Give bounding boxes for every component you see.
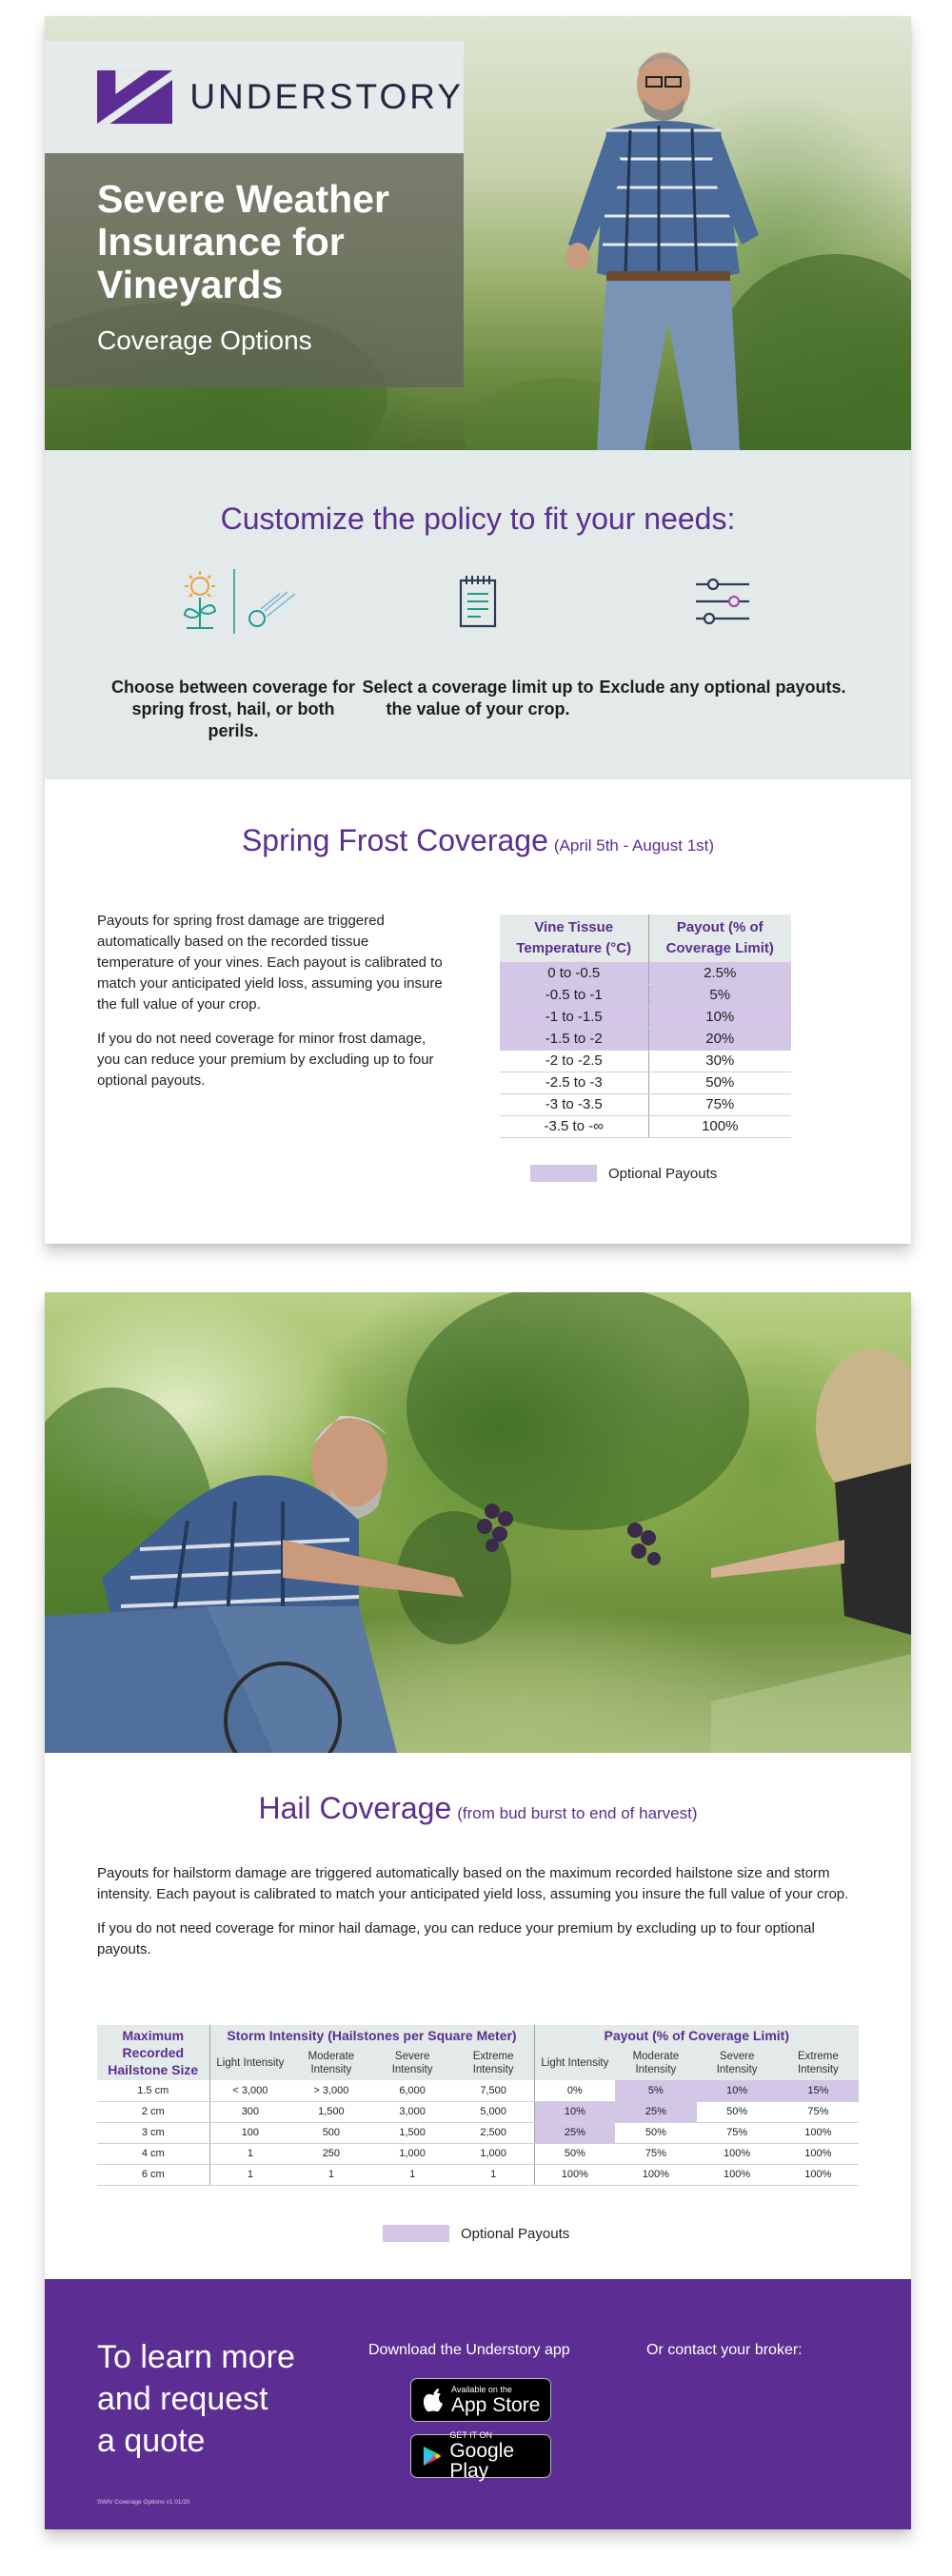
legend-swatch (383, 2225, 449, 2242)
frost-row (500, 1028, 791, 1050)
hail-storm-cell: > 3,000 (290, 2080, 371, 2101)
frost-row (500, 1115, 791, 1137)
frost-paragraph: Payouts for spring frost damage are triggered automatically based on the recorded tissue temperature of your vines. Each payout is calibrated to match your anticipated yield loss, assuming you insure the full value of your crop. (97, 913, 443, 1013)
frost-payout-cell: 30% (648, 1050, 791, 1072)
sliders-icon (692, 575, 753, 628)
frost-paragraph: If you do not need coverage for minor frost damage, you can reduce your premium by excluding up to four optional payouts. (97, 1031, 434, 1089)
feature-exclude-text: Exclude any optional payouts. (599, 678, 846, 697)
google-play-icon (423, 2445, 442, 2468)
hail-payout-cell: 75% (615, 2143, 696, 2164)
title-box (45, 153, 464, 387)
frost-temp-cell: -2 to -2.5 (500, 1050, 648, 1072)
hail-size-cell: 3 cm (97, 2122, 209, 2143)
hail-paragraph: If you do not need coverage for minor hail damage, you can reduce your premium by excluding up to four optional payouts. (97, 1920, 815, 1957)
hail-payout-cell: 50% (615, 2122, 696, 2143)
customize-heading: Customize the policy to fit your needs: (220, 501, 736, 536)
hail-storm-cell: 1 (290, 2164, 371, 2185)
frost-payout-cell: 5% (648, 984, 791, 1006)
apple-icon (423, 2388, 444, 2412)
cta-line: and request (97, 2381, 268, 2417)
hail-size-cell: 2 cm (97, 2101, 209, 2122)
hail-header-size: Maximum Recorded Hailstone Size (97, 2025, 209, 2080)
hail-size-cell: 4 cm (97, 2143, 209, 2164)
hail-legend (383, 2225, 569, 2242)
frost-payout-cell: 75% (648, 1093, 791, 1115)
hail-storm-cell: 100 (209, 2122, 290, 2143)
feature-limit-text: Select a coverage limit up to the value of your crop. (362, 678, 594, 718)
hail-storm-cell: 1,500 (372, 2122, 453, 2143)
cta-line: To learn more (97, 2339, 295, 2375)
hail-storm-cell: 6,000 (372, 2080, 453, 2101)
hail-storm-cell: 5,000 (453, 2101, 534, 2122)
frost-temp-cell: -3.5 to -∞ (500, 1115, 648, 1137)
hail-storm-cell: 250 (290, 2143, 371, 2164)
hail-payout-cell: 0% (534, 2080, 615, 2101)
hail-row (97, 2164, 859, 2185)
hail-payout-cell: 75% (778, 2101, 859, 2122)
feature-perils (109, 562, 357, 742)
hail-storm-cell: 1 (209, 2164, 290, 2185)
hail-period: (from bud burst to end of harvest) (457, 1804, 698, 1822)
frost-temp-cell: -1 to -1.5 (500, 1006, 648, 1028)
legend-label: Optional Payouts (608, 1165, 718, 1182)
hail-size-cell: 6 cm (97, 2164, 209, 2185)
frost-description (97, 911, 449, 1091)
frost-temp-cell: -3 to -3.5 (500, 1093, 648, 1115)
hail-payout-cell: 75% (697, 2122, 778, 2143)
frost-title: Spring Frost Coverage (241, 823, 548, 857)
cta-line: a quote (97, 2423, 206, 2459)
intensity-header: Extreme Intensity (778, 2047, 859, 2080)
download-label: Download the Understory app (368, 2342, 570, 2358)
flower-hail-icon (162, 565, 305, 638)
google-play-label: Google Play (449, 2440, 515, 2482)
hail-storm-cell: 1 (453, 2164, 534, 2185)
legend-swatch (530, 1165, 597, 1182)
hero-photo-harvest (45, 1292, 911, 1753)
feature-exclude (599, 562, 846, 698)
broker-label: Or contact your broker: (646, 2342, 803, 2358)
frost-payout-table (500, 914, 791, 1138)
hail-payout-cell: 100% (697, 2143, 778, 2164)
hail-row (97, 2080, 859, 2101)
frost-temp-cell: -0.5 to -1 (500, 984, 648, 1006)
intensity-header: Severe Intensity (372, 2047, 453, 2080)
hail-payout-table (97, 2025, 859, 2186)
hail-payout-cell: 100% (615, 2164, 696, 2185)
page-subtitle: Coverage Options (97, 325, 312, 355)
hail-payout-cell: 10% (534, 2101, 615, 2122)
hail-storm-cell: 500 (290, 2122, 371, 2143)
frost-header-payout: Payout (% of Coverage Limit) (648, 914, 791, 962)
feature-limit (354, 562, 602, 720)
hail-storm-cell: 300 (209, 2101, 290, 2122)
intensity-header: Extreme Intensity (453, 2047, 534, 2080)
feature-perils-text: Choose between coverage for spring frost, hail, or both perils. (110, 678, 356, 740)
hail-payout-cell: 15% (778, 2080, 859, 2101)
google-play-button[interactable] (410, 2430, 551, 2482)
intensity-header: Light Intensity (209, 2047, 290, 2080)
hail-payout-cell: 25% (615, 2101, 696, 2122)
frost-temp-cell: 0 to -0.5 (500, 962, 648, 984)
intensity-header: Moderate Intensity (290, 2047, 371, 2080)
hail-payout-cell: 25% (534, 2122, 615, 2143)
document-code: SWIV Coverage Options v1 01/20 (97, 2499, 190, 2506)
hail-storm-cell: 3,000 (372, 2101, 453, 2122)
page-title: Severe Weather Insurance for Vineyards (97, 177, 389, 306)
frost-header-temp: Vine Tissue Temperature (°C) (500, 914, 648, 962)
hail-header-payout: Payout (% of Coverage Limit) (534, 2025, 859, 2047)
page-one (45, 16, 911, 1244)
legend-label: Optional Payouts (461, 2225, 570, 2242)
frost-row (500, 1050, 791, 1072)
harvest-scene (45, 1292, 911, 1753)
hail-row (97, 2143, 859, 2164)
app-store-small: Available on the (451, 2384, 512, 2394)
logo-box (45, 41, 464, 153)
customize-section (45, 450, 911, 779)
frost-heading (45, 823, 911, 858)
frost-payout-cell: 2.5% (648, 962, 791, 984)
page-two (45, 1292, 911, 2529)
hail-row (97, 2101, 859, 2122)
frost-temp-cell: -1.5 to -2 (500, 1028, 648, 1050)
hail-storm-cell: 1 (209, 2143, 290, 2164)
frost-period: (April 5th - August 1st) (553, 836, 715, 855)
farmer-figure (540, 35, 787, 450)
hail-row (97, 2122, 859, 2143)
frost-row (500, 1093, 791, 1115)
hail-storm-cell: 1,500 (290, 2101, 371, 2122)
hail-paragraph: Payouts for hailstorm damage are triggered automatically based on the maximum recorded hailstone size and storm intensity. Each payout is calibrated to match your anticipated yield loss, assuming you insure the full value of your crop. (97, 1865, 849, 1902)
hail-description (97, 1863, 859, 1960)
notepad-icon (457, 573, 499, 630)
hail-payout-cell: 100% (778, 2164, 859, 2185)
intensity-header: Light Intensity (534, 2047, 615, 2080)
hail-title: Hail Coverage (258, 1791, 452, 1825)
hero-photo (45, 16, 911, 450)
understory-logo-icon (97, 69, 172, 125)
intensity-header: Severe Intensity (697, 2047, 778, 2080)
hail-payout-cell: 100% (778, 2122, 859, 2143)
hail-payout-cell: 5% (615, 2080, 696, 2101)
brand-name: UNDERSTORY (189, 77, 464, 116)
frost-row (500, 962, 791, 984)
hail-header-storm: Storm Intensity (Hailstones per Square Meter) (209, 2025, 534, 2047)
cta-text (97, 2336, 295, 2462)
frost-legend (530, 1165, 717, 1182)
frost-row (500, 1072, 791, 1093)
hail-payout-cell: 100% (697, 2164, 778, 2185)
app-store-button[interactable] (410, 2378, 551, 2422)
hail-storm-cell: 7,500 (453, 2080, 534, 2101)
frost-payout-cell: 20% (648, 1028, 791, 1050)
frost-payout-cell: 50% (648, 1072, 791, 1093)
frost-temp-cell: -2.5 to -3 (500, 1072, 648, 1093)
hail-payout-cell: 100% (534, 2164, 615, 2185)
frost-payout-cell: 10% (648, 1006, 791, 1028)
hail-size-cell: 1.5 cm (97, 2080, 209, 2101)
hail-payout-cell: 100% (778, 2143, 859, 2164)
hail-storm-cell: 1 (372, 2164, 453, 2185)
intensity-header: Moderate Intensity (615, 2047, 696, 2080)
app-store-label: App Store (451, 2393, 541, 2416)
hail-storm-cell: 2,500 (453, 2122, 534, 2143)
frost-row (500, 1006, 791, 1028)
frost-payout-cell: 100% (648, 1115, 791, 1137)
hail-storm-cell: 1,000 (372, 2143, 453, 2164)
hail-payout-cell: 50% (697, 2101, 778, 2122)
hail-payout-cell: 10% (697, 2080, 778, 2101)
hail-storm-cell: < 3,000 (209, 2080, 290, 2101)
hail-heading (45, 1791, 911, 1826)
hail-payout-cell: 50% (534, 2143, 615, 2164)
hail-storm-cell: 1,000 (453, 2143, 534, 2164)
frost-row (500, 984, 791, 1006)
footer-cta (45, 2279, 911, 2529)
google-play-small: GET IT ON (449, 2430, 493, 2440)
